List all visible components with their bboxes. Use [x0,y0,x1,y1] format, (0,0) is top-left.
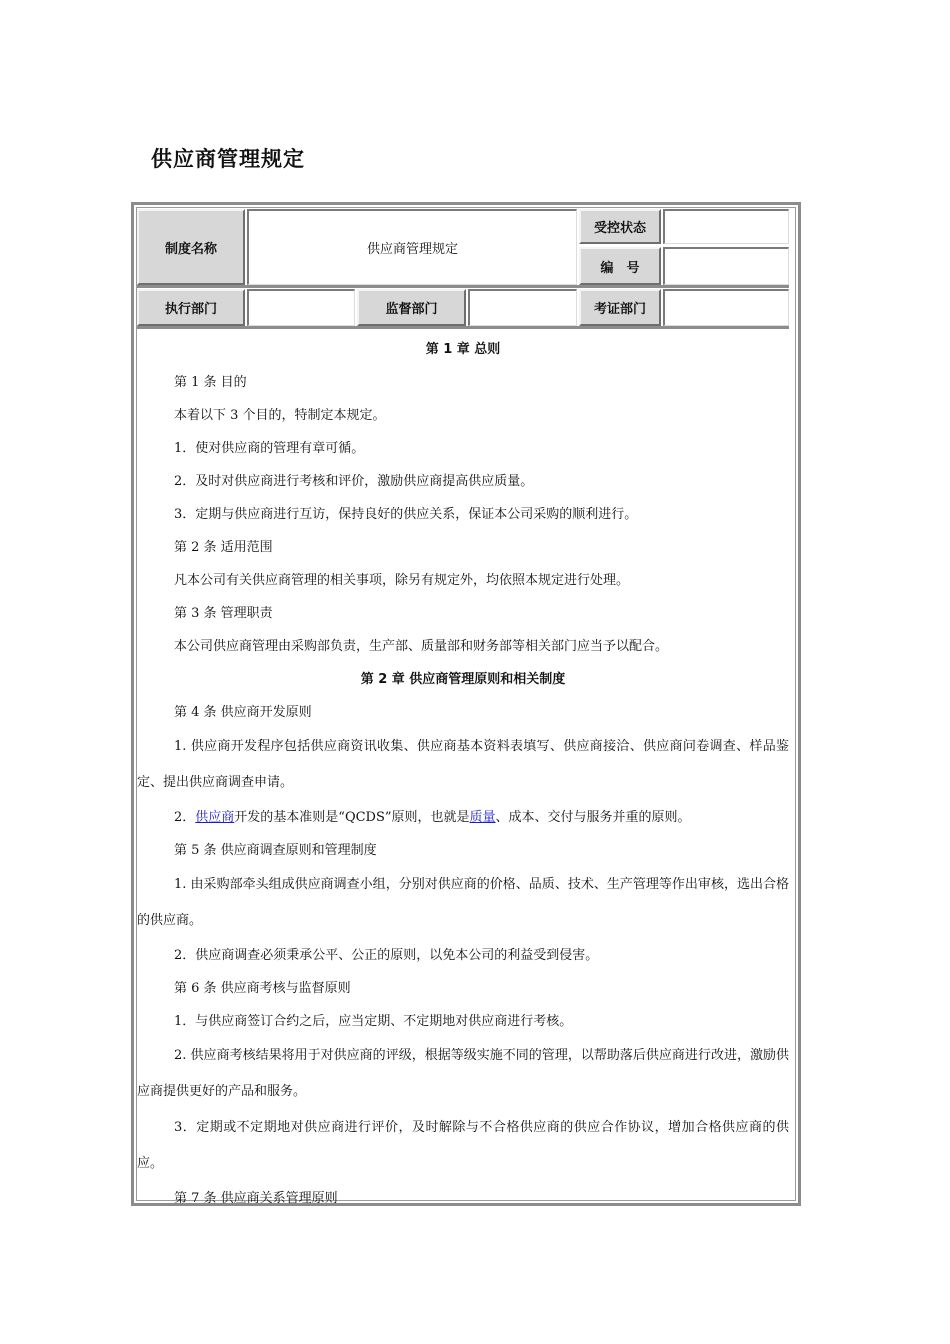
article-5-item-1: 1. 由采购部牵头组成供应商调查小组，分别对供应商的价格、品质、技术、生产管理等作出审核，选出合格的供应商。 [137,877,789,928]
article-1-title: 第 1 条 目的 [174,375,247,390]
article-4-item-2-suffix: 、成本、交付与服务并重的原则。 [495,810,691,825]
article-2-text: 凡本公司有关供应商管理的相关事项，除另有规定外，均依照本规定进行处理。 [174,573,630,588]
body-separator [137,326,789,329]
article-5-title: 第 5 条 供应商调查原则和管理制度 [174,843,377,858]
article-3-text: 本公司供应商管理由采购部负责，生产部、质量部和财务部等相关部门应当予以配合。 [174,639,669,654]
verify-dept-value [663,289,789,326]
article-1-intro: 本着以下 3 个目的，特制定本规定。 [174,408,386,423]
exec-dept-value [247,289,355,326]
article-4-item-2-prefix: 2． [174,810,196,825]
article-5-item-2: 2．供应商调查必须秉承公平、公正的原则，以免本公司的利益受到侵害。 [174,948,599,963]
article-1-item-3: 3．定期与供应商进行互访，保持良好的供应关系，保证本公司采购的顺利进行。 [174,507,638,522]
article-4-title: 第 4 条 供应商开发原则 [174,705,312,720]
article-6-item-3: 3．定期或不定期地对供应商进行评价，及时解除与不合格供应商的供应合作协议，增加合格供应商的供应。 [137,1120,789,1171]
article-1-item-1: 1．使对供应商的管理有章可循。 [174,441,365,456]
supervise-dept-value [468,289,577,326]
control-status-value [663,209,789,244]
article-4-item-1: 1. 供应商开发程序包括供应商资讯收集、供应商基本资料表填写、供应商接洽、供应商问卷调查、样品鉴定、提出供应商调查申请。 [137,739,789,790]
control-status-label: 受控状态 [579,209,661,244]
article-6-item-1: 1．与供应商签订合约之后，应当定期、不定期地对供应商进行考核。 [174,1014,573,1029]
number-value [663,247,789,285]
system-name-label: 制度名称 [137,209,245,285]
quality-link[interactable]: 质量 [469,810,496,825]
article-7-title: 第 7 条 供应商关系管理原则 [174,1191,338,1206]
article-4-item-2-middle: 开发的基本准则是“QCDS”原则，也就是 [234,810,470,825]
header-separator [137,285,789,288]
system-name-value: 供应商管理规定 [247,209,577,285]
regulation-body [137,333,789,1215]
supervise-dept-label: 监督部门 [357,289,466,326]
chapter-1-title: 第 1 章 总则 [425,342,501,357]
article-6-title: 第 6 条 供应商考核与监督原则 [174,981,351,996]
article-2-title: 第 2 条 适用范围 [174,540,273,555]
supplier-link[interactable]: 供应商 [195,810,235,825]
article-1-item-2: 2．及时对供应商进行考核和评价，激励供应商提高供应质量。 [174,474,534,489]
article-3-title: 第 3 条 管理职责 [174,606,273,621]
chapter-2-title: 第 2 章 供应商管理原则和相关制度 [360,672,566,687]
verify-dept-label: 考证部门 [579,289,661,326]
number-label: 编 号 [579,247,661,285]
exec-dept-label: 执行部门 [137,289,245,326]
article-4-item-2 [137,801,789,834]
article-6-item-2: 2. 供应商考核结果将用于对供应商的评级，根据等级实施不同的管理，以帮助落后供应商进行改进，激励供应商提供更好的产品和服务。 [137,1048,789,1099]
document-title: 供应商管理规定 [151,147,305,171]
